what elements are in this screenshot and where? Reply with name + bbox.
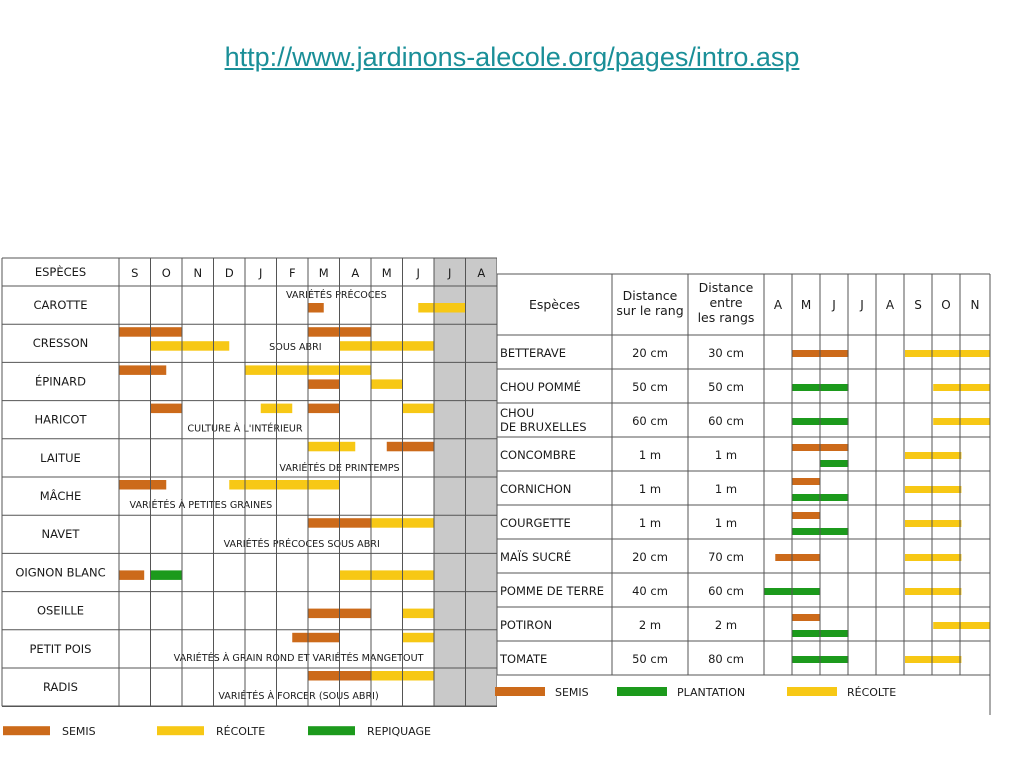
distance-entre-rangs: 60 cm [708,584,744,598]
month-header-n: N [193,266,203,280]
distance-sur-rang: 1 m [638,516,662,530]
month-header-n: N [970,298,980,312]
bar-semis [792,478,820,485]
species-label: BETTERAVE [500,346,567,360]
distance-rangs-header-3: les rangs [697,310,755,325]
species-label: HARICOT [34,412,87,427]
species-header: Espèces [528,297,581,312]
distance-sur-rang: 50 cm [632,380,668,394]
distance-sur-rang: 2 m [638,618,662,632]
distance-sur-rang: 20 cm [632,346,668,360]
month-header-j: J [448,266,452,280]
month-header-m: M [800,298,812,312]
legend-swatch-semis [495,687,545,696]
bar-plantation [820,460,848,467]
row-note: VARIÉTÉS DE PRINTEMPS [279,462,400,474]
row-note: VARIÉTÉS PRÉCOCES SOUS ABRI [223,539,380,551]
row-note: VARIÉTÉS À FORCER (SOUS ABRI) [218,691,379,702]
species-label: RADIS [43,680,78,694]
distance-sur-rang: 1 m [638,448,662,462]
legend-label-semis: SEMIS [555,686,589,699]
distance-entre-rangs: 1 m [714,448,738,462]
month-header-o: O [941,298,951,312]
species-label: CAROTTE [33,298,88,312]
bar-recolte [933,384,989,391]
bar-recolte [905,520,961,527]
distance-entre-rangs: 1 m [714,482,738,496]
species-label: COURGETTE [500,516,571,530]
bar-semis [775,554,820,561]
bar-recolte [905,554,961,561]
species-label: CHOU [500,406,535,420]
bar-recolte [905,486,961,493]
distance-sur-rang: 40 cm [632,584,668,598]
bar-recolte [905,350,990,357]
species-label: CORNICHON [500,482,572,496]
species-label: OIGNON BLANC [15,565,106,580]
species-label: NAVET [41,527,80,542]
bar-semis [792,614,820,621]
month-header-j: J [259,266,263,280]
distance-entre-rangs: 60 cm [708,414,744,428]
distance-sur-rang: 1 m [638,482,662,496]
distance-entre-rangs: 70 cm [708,550,744,564]
month-header-d: D [224,266,234,280]
legend-swatch-recolte [787,687,837,696]
bar-recolte [905,588,961,595]
bar-recolte [905,656,961,663]
distance-rang-header: Distance [622,288,678,303]
species-label: CRESSON [32,336,89,351]
month-header-j: J [860,298,864,312]
species-label: LAITUE [40,450,81,465]
bar-semis [792,512,820,519]
species-label: CHOU POMMÉ [500,380,581,394]
row-note: VARIÉTÉS À PETITES GRAINES [129,500,273,511]
distance-sur-rang: 60 cm [632,414,668,428]
distance-sur-rang: 50 cm [632,652,668,666]
distance-entre-rangs: 2 m [714,618,738,632]
distance-entre-rangs: 80 cm [708,652,744,666]
species-label: PETIT POIS [29,641,92,656]
legend-label-plantation: PLANTATION [677,686,746,699]
distance-rangs-header-2: entre [709,295,743,310]
row-note: VARIÉTÉS À GRAIN ROND ET VARIÉTÉS MANGETOUT [173,652,424,664]
distance-rangs-header: Distance [698,280,754,295]
bar-recolte [905,452,961,459]
row-note: VARIÉTÉS PRÉCOCES [285,290,387,301]
month-header-a: A [773,298,783,312]
month-header-a: A [477,266,486,280]
month-header-f: F [288,266,296,280]
month-header-j: J [832,298,836,312]
species-label: MÂCHE [39,489,82,503]
month-header-s: S [131,266,139,280]
distance-entre-rangs: 30 cm [708,346,744,360]
month-header-j: J [416,266,420,280]
month-header-o: O [161,266,171,280]
species-label: POMME DE TERRE [500,584,605,598]
legend-label-recolte: RÉCOLTE [216,725,266,739]
distance-entre-rangs: 50 cm [708,380,744,394]
month-header-m: M [381,266,392,280]
distance-rang-header-2: sur le rang [616,303,684,318]
source-link[interactable]: http://www.jardinons-alecole.org/pages/intro.asp [224,42,800,72]
distance-entre-rangs: 1 m [714,516,738,530]
legend-swatch-plantation [617,687,667,696]
planting-calendar-right [0,270,1024,740]
month-header-a: A [351,266,360,280]
bar-recolte [933,418,989,425]
species-label: TOMATE [500,652,548,666]
species-label: OSEILLE [36,603,85,618]
month-header-s: S [914,298,922,312]
species-label: MAÏS SUCRÉ [500,550,572,564]
row-note: SOUS ABRI [269,342,322,354]
species-label: POTIRON [500,618,553,632]
legend-label-semis: SEMIS [62,725,96,739]
distance-sur-rang: 20 cm [632,550,668,564]
species-label-2: DE BRUXELLES [500,420,587,434]
species-label: CONCOMBRE [500,448,576,462]
month-header-a: A [885,298,895,312]
species-header: ESPÈCES [34,265,87,279]
legend-label-recolte: RÉCOLTE [847,686,897,699]
month-header-m: M [318,266,329,280]
species-label: ÉPINARD [35,374,86,389]
legend-label-repiquage: REPIQUAGE [367,725,431,739]
row-note: CULTURE À L'INTÉRIEUR [187,423,303,435]
bar-recolte [933,622,989,629]
